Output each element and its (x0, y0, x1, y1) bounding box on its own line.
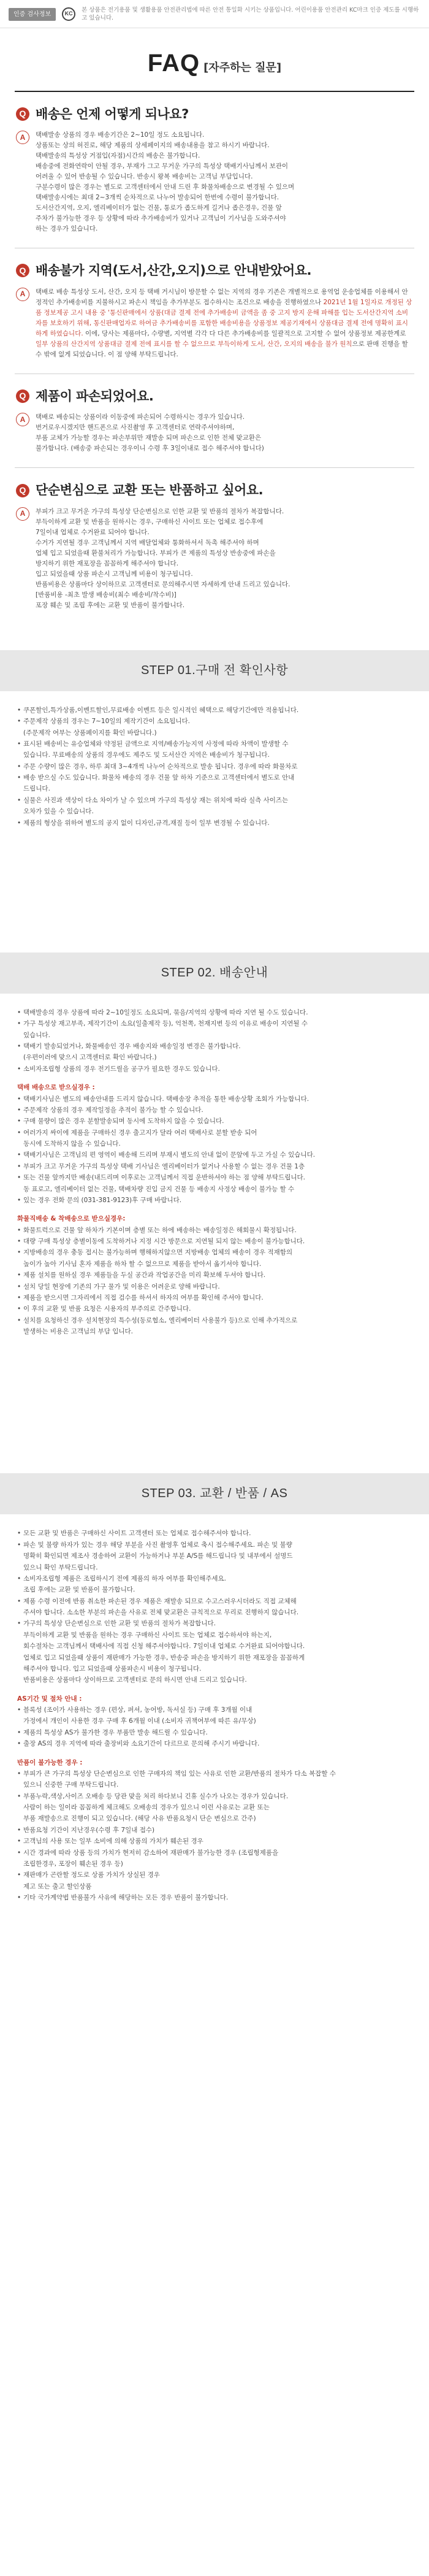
step1-item: • 제품의 형상을 위하여 별도의 공지 없이 디자인,규격,재질 등이 일부 변경될 수 있습니다. (17, 818, 412, 829)
answer-line: 배송중에 전화연락이 안될 경우, 부재가 그고 무거운 가구의 특성상 택배기사님께서 보관이 (36, 163, 289, 171)
step1-item: • 쿠폰할인,특가상품,이벤트할인,무료배송 이벤트 등은 일시적인 혜택으로 해당기간에만 적용됩니다. (17, 705, 412, 716)
answer-line: 하는 경우가 있습니다. (36, 225, 98, 233)
step1-item: • 실물은 사진과 색상이 다소 차이가 날 수 있으며 가구의 특성상 재는 위치에 따라 실측 사이즈는 (17, 795, 412, 806)
step3-item: • 제품 수령 이전에 반품 취소한 파손된 경우 제품은 재발송 되므로 수고스러우시더라도 직접 교체해 (17, 1596, 412, 1607)
as-item: • 제품의 특성상 AS가 불가한 경우 부품만 발송 해드릴 수 있습니다. (17, 1727, 412, 1738)
courier-item: • 택배기사님은 별도의 배송안내를 드리지 않습니다. 택배송장 추적을 통한 배송상황 조회가 가능합니다. (17, 1094, 412, 1105)
step3-item: • 소비자조립형 제품은 조립하시기 전에 제품의 하자 여부를 확인해주세요. (17, 1573, 412, 1584)
step1-item: • 주문 수량이 많은 경우, 하루 최대 3~4개씩 나누어 순차적으로 발송 됩니다. 경우에 따라 화물차로 (17, 761, 412, 772)
answer-line: 불가합니다. (배송중 파손되는 경우이니 수령 후 3일이내로 접수 해주셔야 합니다) (36, 445, 264, 453)
step2-item: 있습니다. (23, 1031, 50, 1039)
answer-line: 택배발송시에는 최대 2~3개씩 순차적으로 나누어 발송되어 한번에 수령이 불가합니다. (36, 194, 279, 202)
step2-item: • 가구 특성상 재고부족, 제작기간이 소요(일출제작 등), 억천쪽, 천재지변 등의 이유로 배송이 지연될 수 (17, 1018, 412, 1029)
highlighted-text: 2021년 1월 1일자로 개정된 상품 정보제공 고시 내용 중 '통신판매에서 상품(대금 결제 전에 추가배송비 금액을 좀 중 고지 방지 운해 파해를 입는 도서산간지역 소비자를 보호하기 위해, 통신판매업자로 하여금 추가배송비를 포함한 배송비용을 상품정보 제공기재에서 상품대금 결제 전에 명확히 표시 하게 하였습니다. (36, 298, 412, 337)
answer-text: 이에, 당사는 제품마다, 수량별, 지역별 각각 다 다른 추가배송비를 일괄적으로 고지할 수 없어 상품정보 제공한계로 (83, 329, 406, 337)
answer-badge-icon: A (16, 131, 29, 144)
answer-line: 구분수령이 많은 경우는 별도로 고객센터에서 안내 드린 후 화물차배송으로 변경될 수 있으며 (36, 183, 295, 191)
truck-item: • 대량 구매 특성상 층별이동에 도착하거나 지정 시간 방문으로 지연될 되지 않는 배송이 불가능합니다. (17, 1236, 412, 1247)
truck-heading: 화물직배송 & 착배송으로 받으실경우: (17, 1215, 126, 1223)
question-badge-icon: Q (16, 107, 29, 121)
courier-item: • 또는 건물 앞까지만 배송(내드리며 이후로는 고객님께서 직접 운반하셔야 하는 점 양해 부탁드립니다. (17, 1172, 412, 1183)
faq-question-row (16, 386, 413, 407)
as-heading: AS기간 및 절차 안내 : (17, 1695, 82, 1703)
step3-item: 반품비용은 상품마다 상이하므로 고객센터로 문의 하시면 안내 드리고 있습니다. (23, 1676, 247, 1684)
answer-text: 택배로 배송 특성상 도서, 산간, 오지 등 택배 거시님이 방문할 수 없는 지역의 경우 기존은 개별적으로 용역업 운송업체를 이용해서 안정적인 추가배송비를 지불하시고 파손시 책임을 추가부분도 접수하시는 조건으로 배송을 진행하였으나 (36, 288, 408, 306)
noreturn-item: 조립한경우, 포장이 훼손된 경우 등) (23, 1860, 123, 1868)
answer-line: 도서산간지역, 오지, 엘리베이터가 없는 건물, 통로가 좁도하게 길거나 좁은경우, 건물 앞 (36, 204, 282, 212)
courier-item: • 여러가지 싸이에 제품을 구매하신 경우 출고지가 달라 여러 택배사로 분할 받송 되어 (17, 1127, 412, 1138)
truck-item: • 이 후의 교환 및 반품 요청은 시용자의 부주의로 간주합니다. (17, 1303, 412, 1314)
truck-item: 발생하는 비용은 고객님의 부담 입니다. (23, 1328, 133, 1336)
step1-item: • 배송 받으실 수도 있습니다. 화물차 배송의 경우 건물 앞 하차 기준으로 고객센터에서 별도로 안내 (17, 772, 412, 783)
faq-item (0, 468, 429, 624)
faq-title (0, 28, 429, 91)
courier-item: 동시에 도착하지 않을 수 있습니다. (23, 1140, 121, 1148)
answer-line: 입고 되었을때 상품 파손시 고객님께 비용이 청구됩니다. (36, 570, 193, 578)
answer-line: 수거가 지연될 경우 고객님께서 지역 배달업체와 통화하셔서 독촉 해주셔야 하며 (36, 539, 259, 546)
step3-title: STEP 03. 교환 / 반품 / AS (141, 1487, 288, 1501)
faq-answer-row (16, 412, 413, 454)
step2-content (0, 994, 429, 1344)
courier-item: 동 표로고, 엘리베이터 없는 건물, 택배차량 진입 금지 건물 등 배송지 사정상 배송이 불가능 할 수 (23, 1185, 295, 1193)
noreturn-item: 사람이 하는 일이라 꼼꼼하게 체크해도 오배송의 경우가 있으니 이런 사유로는 교환 또는 (23, 1804, 270, 1812)
step3-item: 부득이하게 교환 및 반품을 원하는 경우 구매하신 사이트 또는 업체로 접수하셔야 하는지, (23, 1631, 272, 1639)
step3-item: • 가구의 특성상 단순변심으로 인한 교환 및 반품의 절차가 복잡합니다. (17, 1618, 412, 1629)
faq-answer-row (16, 507, 413, 611)
faq-question: 단순변심으로 교환 또는 반품하고 싶어요. (36, 483, 264, 498)
truck-item: • 설치 당일 현장에 기존의 가구 물가 및 이용은 어려운로 양해 바랍니다. (17, 1281, 412, 1292)
step1-item: (주문제작 여부는 상품페이지를 확인 바랍니다.) (23, 729, 157, 737)
noreturn-item: • 부피가 큰 가구의 특성상 단순변심으로 인한 구매자의 책임 있는 사유로 인한 교환/반품의 절차가 다소 복잡할 수 (17, 1768, 412, 1779)
noreturn-item: • 고객님의 사용 또는 일부 소비에 의해 상품의 가치가 훼손된 경우 (17, 1836, 412, 1847)
answer-line: 번거로우시겠지만 핸드폰으로 사진촬영 후 고객센터로 연락주셔야하며, (36, 424, 235, 432)
as-item: • 출장 AS의 경우 지역에 따라 출장비와 소요기간이 다르므로 문의해 주시기 바랍니다. (17, 1738, 412, 1749)
highlighted-text: 일부 상품의 산간지역 상품대금 결제 전에 표시를 할 수 없으므로 부득이하게 도서, 산간, 오지의 배송을 불가 원칙 (36, 340, 352, 348)
answer-line: 부득이하게 교환 및 반품을 원하시는 경우, 구매하신 사이트 또는 업체로 접수후에 (36, 518, 264, 526)
step3-banner (0, 1473, 429, 1514)
faq-item (0, 248, 429, 374)
step3-item: 있으니 확인 부탁드립니다. (23, 1563, 98, 1571)
courier-item: • 택배기사님은 고객님의 편 영역이 배송해 드리며 부재시 별도의 안내 없이 문앞에 두고 가실 수 있습니다. (17, 1149, 412, 1160)
answer-line: 택배발송 상품의 경우 배송기간은 2~10일 정도 소요됩니다. (36, 131, 205, 139)
truck-item: • 화물트럭으로 건물 앞 하차가 기본이며 층별 또는 하에 배송하는 배송일정은 해회물시 확정됩니다. (17, 1225, 412, 1236)
certification-bar (0, 0, 429, 28)
answer-badge-icon: A (16, 288, 29, 301)
noreturn-item: 부품 재발송으로 진행이 되고 있습니다. (해당 사유 반품요청시 단순 변심으로 간주) (23, 1815, 256, 1823)
noreturn-item: 있으니 신중한 구매 부탁드립니다. (23, 1781, 119, 1789)
answer-line: [반품비용 -최초 발생 배송비(최수 배송비/착수비)] (36, 591, 177, 599)
step3-item: • 모든 교환 및 반품은 구매하신 사이트 고객센터 또는 업체로 접수해주셔야 합니다. (17, 1528, 412, 1539)
faq-heading: FAQ (147, 49, 200, 77)
question-badge-icon: Q (16, 264, 29, 277)
faq-question: 배송은 언제 어떻게 되나요? (36, 106, 189, 121)
answer-line: 7일이내 업체로 수거완료 되어야 합니다. (36, 528, 150, 536)
step1-item: • 표시된 배송비는 유승업체와 약정된 금액으로 지역/배송가능지역 사정에 따라 차액이 발생할 수 (17, 738, 412, 749)
step1-item: 있습니다. 무료배송의 상품의 경우에도 제주도 및 도서산간 지역은 배송비가 청구됩니다. (23, 751, 270, 759)
answer-line: 방지하기 위한 재포장을 꼼꼼하게 해주셔야 합니다. (36, 559, 179, 567)
faq-question: 제품이 파손되었어요. (36, 388, 154, 404)
step2-item: • 소비자조립형 상품의 경우 전기드릴을 공구가 필요한 경우도 있습니다. (17, 1064, 412, 1075)
answer-line: 반품비용은 상품마다 상이하므로 고객센터로 문의해주시면 자세하게 안내 드리고 있습니다. (36, 580, 290, 588)
step3-content (0, 1514, 429, 1909)
step3-item: 업체로 입고 되었을때 상품이 재판매가 가능한 경우, 반송중 파손을 방지하기 위한 재포장을 꼼꼼하게 (23, 1654, 305, 1662)
answer-line: 포장 훼손 및 조립 후에는 교환 및 반품이 불가합니다. (36, 601, 185, 609)
answer-paragraph (36, 287, 413, 360)
faq-answer (36, 507, 290, 611)
cert-label: 인증 검사정보 (9, 8, 56, 21)
cert-text: 본 상품은 전기용품 및 생활용품 안전관리법에 따른 안전 통일화 시키는 상품입니다. 어린이용품 안전관리 KC마크 인증 제도를 시행하고 있습니다. (82, 7, 419, 22)
step3-item: 주셔야 합니다. 소소한 부분의 파손을 사유로 전체 맞교환은 규칙적으로 무리로 진행하지 않습니다. (23, 1609, 299, 1617)
truck-item: • 설치를 요청하신 경우 설치현장의 특수성(동로협소, 엘리베이터 사용불가 등)으로 인해 추가적으로 (17, 1315, 412, 1326)
step2-item: • 택배기 발송되었거나, 화물배송인 경우 배송지와 배송일정 변경은 불가합니다. (17, 1041, 412, 1052)
answer-line: 택배발송의 특성상 거점입(자점)시간의 배송은 불가합니다. (36, 152, 200, 160)
truck-item: • 지방배송의 경우 충동 접시는 불가능하며 행해하지않으면 지방배송 업체의 배송이 경우 적재함의 (17, 1247, 412, 1258)
question-badge-icon: Q (16, 484, 29, 497)
noreturn-item: • 재판매가 곤란할 정도로 상품 가치가 상실된 경우 (17, 1869, 412, 1880)
truck-item: 높이가 높아 기사님 혼자 제품을 하차 할 수 없으므로 제품을 받아서 옮기셔야 합니다. (23, 1260, 262, 1268)
kc-mark-icon: KC (62, 7, 75, 21)
step3-item: 해주셔야 합니다. 입고 되었을때 상품파손시 비용이 청구됩니다. (23, 1665, 202, 1673)
truck-item: • 제품을 받으시면 그자리에서 직접 검수를 하셔서 하자의 여부를 확인해 주셔야 합니다. (17, 1292, 412, 1303)
step3-item: 조립 후에는 교환 및 반품이 불가합니다. (23, 1586, 135, 1594)
answer-line: 주차가 불가능한 경우 등 상황에 따라 추가배송비가 있거나 고객님이 기사님을 도와주셔야 (36, 215, 286, 223)
noreturn-heading: 반품이 불가능한 경우 : (17, 1758, 83, 1766)
answer-text: 으로 판매 진행을 할 수 밖에 없게 되었습니다. 이 점 양해 부탁드립니다. (36, 340, 408, 358)
noreturn-item: • 부품누락,색상,사이즈 오배송 등 당관 맞을 처리 하다보니 긴휴 실수가 나오는 경우가 있습니다. (17, 1791, 412, 1802)
answer-line: 택배로 배송되는 상품이라 이동중에 파손되어 수령하시는 경우가 있습니다. (36, 413, 245, 421)
faq-question-row (16, 480, 413, 500)
step3-item: 회수절차는 고객님께서 택배사에 직접 신청 해주셔야합니다. 7일이내 업체로 수거완료 되어야합니다. (23, 1643, 305, 1650)
question-badge-icon: Q (16, 389, 29, 403)
answer-line: 상품또는 상의 허진로, 해당 제품의 상세페이지의 배송내용을 참고 하시기 바랍니다. (36, 142, 270, 150)
noreturn-item: 제고 또는 출고 할인상품 (23, 1882, 92, 1890)
step3-item: • 파손 및 불량 하자가 있는 경우 해당 부분을 사진 촬영후 업체로 축시 접수해주세요. 파손 및 불량 (17, 1539, 412, 1551)
faq-answer (36, 287, 413, 360)
noreturn-item: • 기타 국가계약법 반품불가 사유에 해당하는 모든 경우 반품이 불가합니다. (17, 1892, 412, 1903)
step2-item: (우편이러에 맞으시 고객센터로 확인 바랍니다.) (23, 1054, 157, 1062)
faq-item (0, 92, 429, 248)
step2-banner (0, 953, 429, 994)
as-item: 가정에서 개인이 사용한 경우 구매 후 6개월 이내 (소비자 귀책여부에 따른 유/무상) (23, 1717, 256, 1725)
answer-line: 어려울 수 있어 반송될 수 있습니다. 반송시 왕복 배송비는 고객님 부담입니다. (36, 173, 253, 181)
courier-heading: 택배 배송으로 받으실경우 : (17, 1084, 95, 1092)
answer-line: 업체 입고 되었을때 환불처리가 가능합니다. 부피가 큰 제품의 특성상 반송중에 파손을 (36, 549, 276, 557)
faq-answer (36, 130, 294, 234)
step2-title: STEP 02. 배송안내 (161, 965, 268, 979)
step2-item: • 택배발송의 경우 상품에 따라 2~10일정도 소요되며, 묶음/지역의 상황에 따라 지연 될 수도 있습니다. (17, 1007, 412, 1018)
step1-title: STEP 01.구매 전 확인사항 (140, 663, 289, 677)
faq-answer-row (16, 287, 413, 360)
faq-list (0, 92, 429, 624)
noreturn-item: • 시간 경과에 따라 상품 등의 가치가 현저히 감소하여 재판매가 불가능한 경우 (조립형제품을 (17, 1847, 412, 1858)
noreturn-item: • 반품요청 기간이 지난경우(수령 후 7일내 접수) (17, 1825, 412, 1836)
faq-answer-row (16, 130, 413, 234)
faq-subheading: [자주하는 질문] (203, 61, 282, 74)
answer-line: 부피가 크고 무거운 가구의 특성상 단순변심으로 인한 교환 및 반품의 절차가 복잡합니다. (36, 507, 284, 515)
answer-badge-icon: A (16, 507, 29, 521)
answer-line: 부품 교체가 가능할 경우는 파손부위만 재발송 되며 파손으로 인한 전체 맞교환은 (36, 434, 262, 442)
answer-badge-icon: A (16, 413, 29, 426)
step1-content (0, 691, 429, 835)
as-item: • 블록성 (조이가 사용하는 경우 (편상, 퍼셔, 농어방, 독서실 등) 구매 후 3개월 이내 (17, 1704, 412, 1715)
courier-item: • 구매 물량이 많은 경우 분할발송되며 동시에 도착하지 않을 수 있습니다. (17, 1116, 412, 1127)
faq-question-row (16, 261, 413, 281)
courier-item: • 부피가 크고 무거운 가구의 특성상 택배 기사님은 엘리베이터가 없거나 사용할 수 없는 경우 건물 1층 (17, 1161, 412, 1172)
step1-item: • 주문제작 상품의 경우는 7~10일의 제작기간이 소요됩니다. (17, 716, 412, 727)
faq-item (0, 374, 429, 468)
courier-item: • 있는 경우 전화 문의 (031-381-9123)후 구매 바랍니다. (17, 1195, 412, 1206)
step3-item: 명확히 확인되면 제조사 경송하여 교환이 가능하거나 부분 A/S를 해드립니다 및 내부에서 설명드 (23, 1552, 293, 1560)
step1-banner (0, 650, 429, 691)
step1-item: 오차가 있을 수 있습니다. (23, 808, 94, 816)
faq-question-row (16, 104, 413, 125)
step1-item: 드립니다. (23, 785, 50, 793)
truck-item: • 제품 설치를 원하실 경우 제품들을 두실 공간과 작업공간을 미리 확보해 두셔야 합니다. (17, 1270, 412, 1281)
courier-item: • 주문제작 상품의 경우 제작일정을 추적이 불가능 할 수 있습니다. (17, 1105, 412, 1116)
faq-answer (36, 412, 264, 454)
faq-question: 배송불가 지역(도서,산간,오지)으로 안내받았어요. (36, 263, 311, 278)
